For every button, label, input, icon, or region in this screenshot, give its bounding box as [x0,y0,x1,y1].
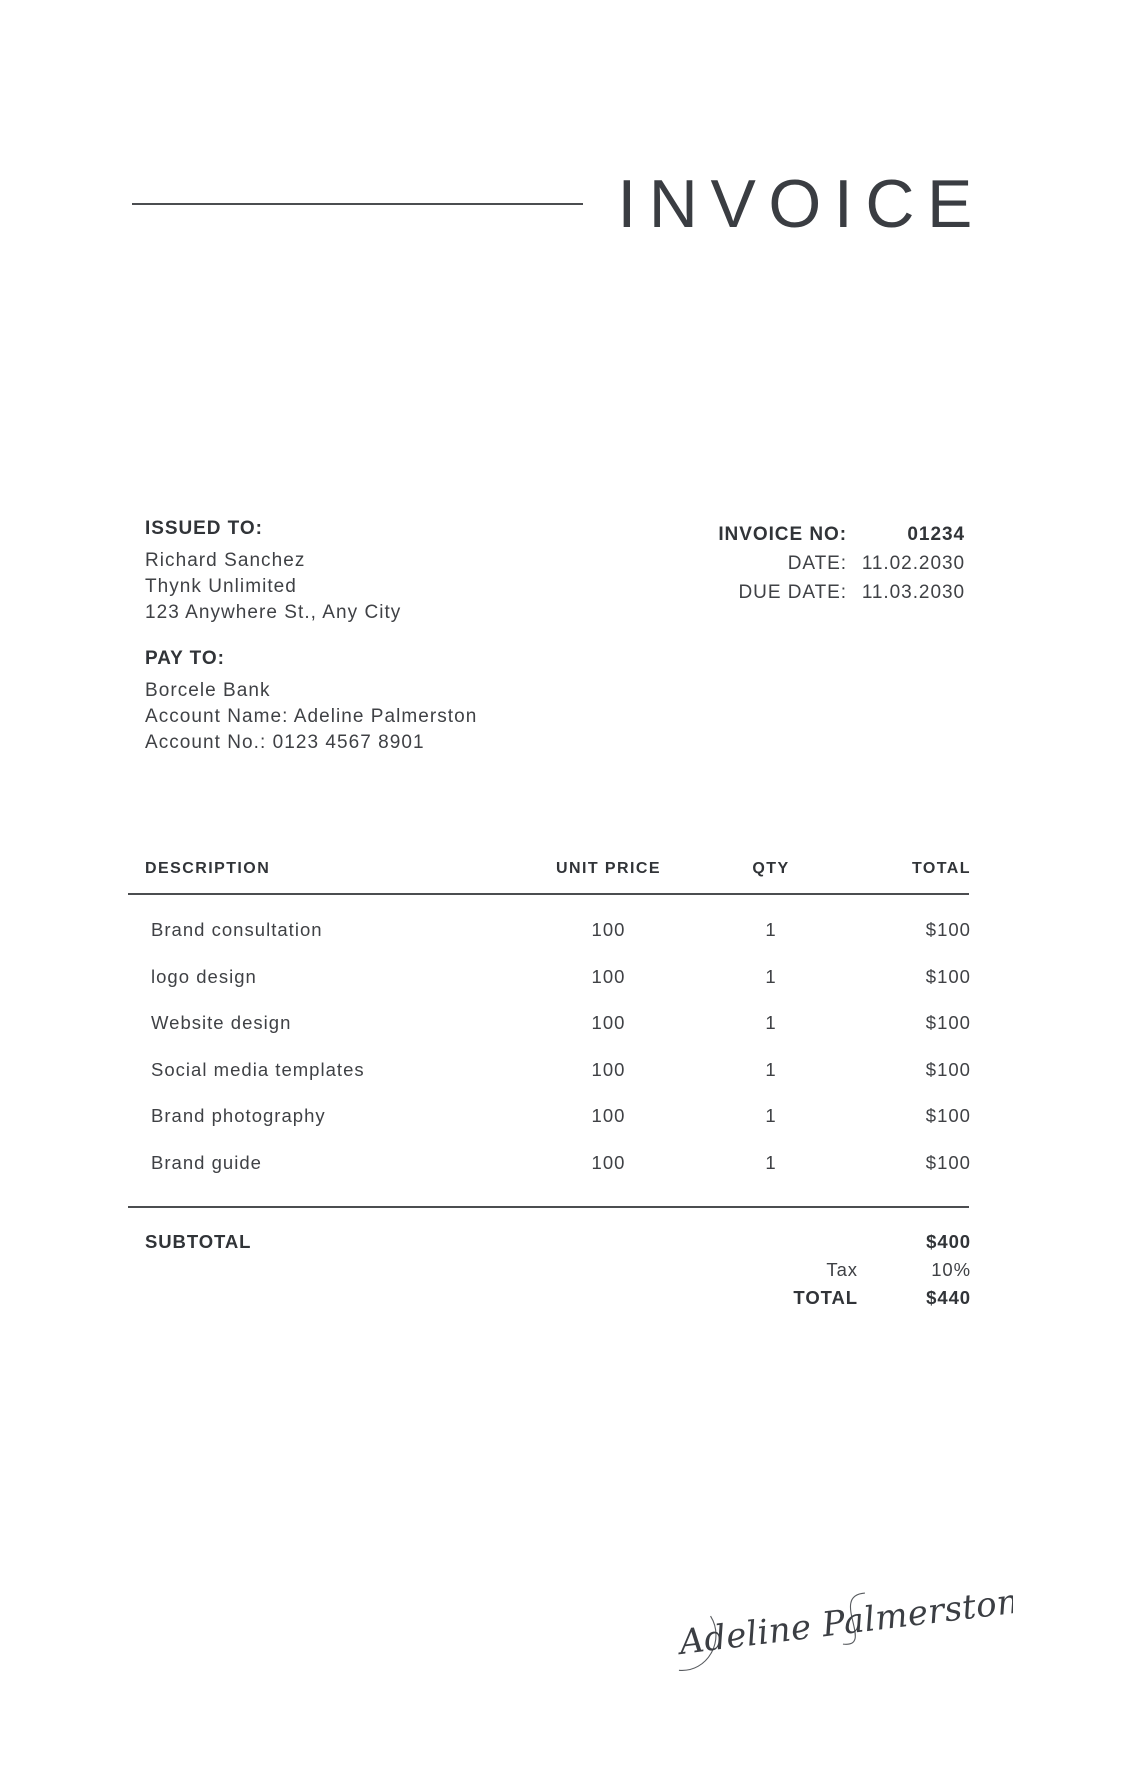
tax-label: Tax [826,1259,858,1280]
signature-text: Adeline Palmerston [677,1581,1013,1663]
signature [673,1566,1013,1676]
table-row [130,1093,971,1140]
table-header-row [130,860,971,878]
subtotal-value: $400 [926,1231,971,1252]
issued-to-address: 123 Anywhere St., Any City [145,602,402,623]
header-qty: QTY [752,860,790,877]
cell-description: Brand photography [151,1105,326,1127]
cell-unit-price: 100 [591,1105,626,1127]
issued-to-company: Thynk Unlimited [145,576,297,597]
cell-description: Brand guide [151,1151,262,1173]
cell-qty: 1 [765,919,777,941]
grand-total-row [130,1284,971,1312]
cell-unit-price: 100 [591,919,626,941]
cell-unit-price: 100 [591,1058,626,1080]
invoice-number-value: 01234 [907,524,965,545]
grand-total-value: $440 [926,1287,971,1308]
cell-qty: 1 [765,1105,777,1127]
pay-to-label: PAY TO: [145,648,225,669]
cell-description: Social media templates [151,1058,365,1080]
header [132,168,985,240]
header-total: TOTAL [911,860,971,877]
invoice-page [0,168,1131,1768]
cell-description: Website design [151,1012,292,1034]
cell-unit-price: 100 [591,1151,626,1173]
issued-to-block [130,518,477,626]
cell-total: $100 [925,1012,971,1034]
pay-to-account-number: Account No.: 0123 4567 8901 [145,732,425,753]
signature-image [673,1566,1013,1676]
info-section [130,518,971,756]
table-row [130,1047,971,1094]
grand-total-label: TOTAL [793,1287,858,1308]
line-items-table [130,860,971,1312]
cell-qty: 1 [765,1012,777,1034]
table-row [130,907,971,954]
cell-unit-price: 100 [591,965,626,987]
pay-to-bank: Borcele Bank [145,680,271,701]
invoice-date-row [665,549,965,578]
invoice-due-date-row [665,578,965,607]
subtotal-label: SUBTOTAL [145,1231,252,1252]
invoice-number-row [665,520,965,549]
totals-section [130,1208,971,1312]
invoice-meta-block [665,520,965,756]
cell-unit-price: 100 [591,1012,626,1034]
table-row [130,954,971,1001]
table-row [130,1140,971,1187]
cell-description: Brand consultation [151,919,323,941]
tax-row [130,1256,971,1284]
page-title: INVOICE [617,166,985,242]
invoice-date-label: DATE: [787,553,847,574]
header-description: DESCRIPTION [145,860,271,877]
tax-value: 10% [931,1259,971,1280]
cell-qty: 1 [765,965,777,987]
header-rule [132,203,583,205]
cell-description: logo design [151,965,257,987]
issued-to-name: Richard Sanchez [145,550,306,571]
cell-total: $100 [925,1151,971,1173]
pay-to-block [130,648,477,756]
cell-total: $100 [925,1058,971,1080]
table-row [130,1000,971,1047]
header-unit-price: UNIT PRICE [555,860,662,877]
subtotal-row [130,1228,971,1256]
cell-total: $100 [925,1105,971,1127]
issued-to-label: ISSUED TO: [145,518,263,539]
invoice-due-date-value: 11.03.2030 [861,582,965,603]
invoice-number-label: INVOICE NO: [718,524,847,545]
pay-to-account-name: Account Name: Adeline Palmerston [145,706,478,727]
cell-total: $100 [925,919,971,941]
cell-qty: 1 [765,1151,777,1173]
cell-total: $100 [925,965,971,987]
invoice-due-date-label: DUE DATE: [738,582,847,603]
table-body [130,895,971,1206]
invoice-date-value: 11.02.2030 [861,553,965,574]
cell-qty: 1 [765,1058,777,1080]
parties-column [130,518,477,756]
